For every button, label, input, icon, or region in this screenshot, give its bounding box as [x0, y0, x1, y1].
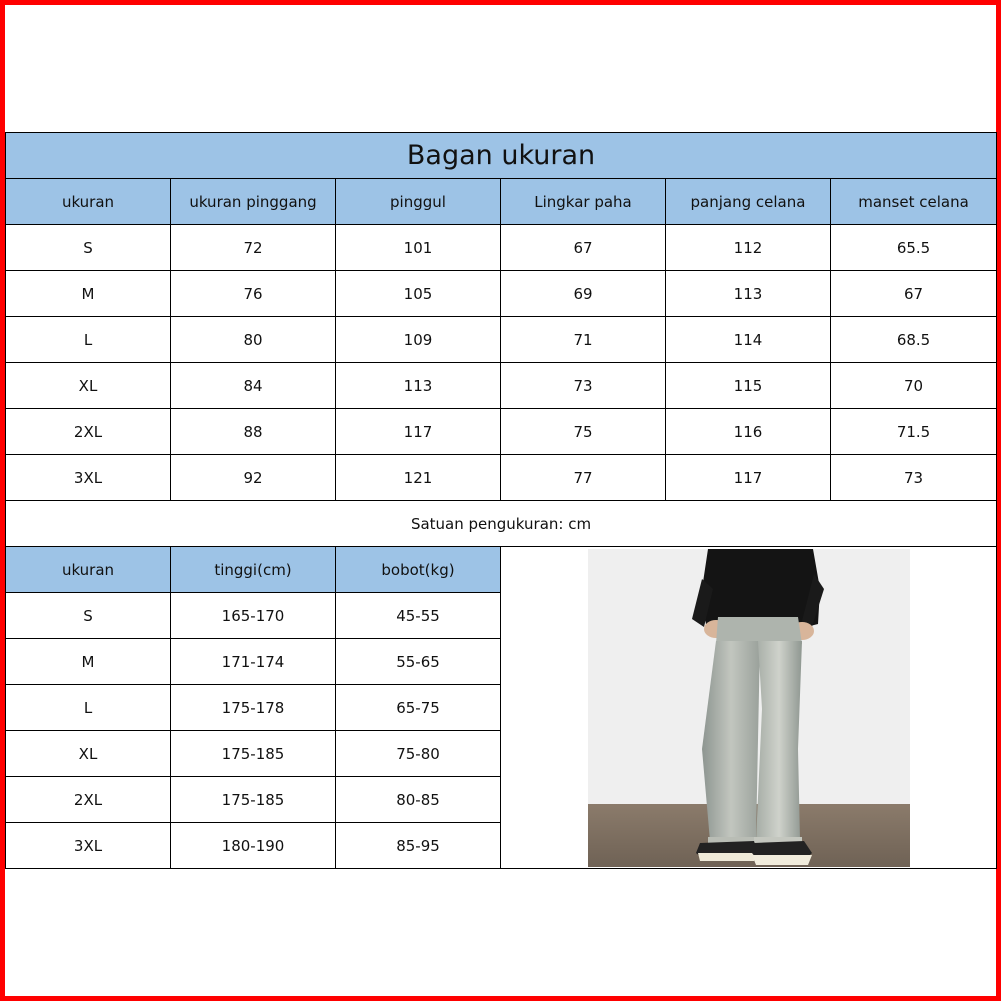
size-row [6, 455, 997, 501]
fit-cell: 85-95 [336, 823, 501, 869]
product-photo [588, 549, 910, 867]
fit-cell: 165-170 [171, 593, 336, 639]
size-cell: 92 [171, 455, 336, 501]
size-cell: 3XL [6, 455, 171, 501]
size-cell: 115 [666, 363, 831, 409]
header-ukuran-pinggang: ukuran pinggang [171, 179, 336, 225]
size-cell: 65.5 [831, 225, 997, 271]
size-cell: 71.5 [831, 409, 997, 455]
size-cell: 113 [666, 271, 831, 317]
size-cell: 73 [501, 363, 666, 409]
size-cell: 101 [336, 225, 501, 271]
size-cell: 67 [831, 271, 997, 317]
header-manset-celana: manset celana [831, 179, 997, 225]
fit-cell: 3XL [6, 823, 171, 869]
header-bobot: bobot(kg) [336, 547, 501, 593]
size-cell: 117 [666, 455, 831, 501]
size-cell: 88 [171, 409, 336, 455]
size-cell: 68.5 [831, 317, 997, 363]
size-cell: 109 [336, 317, 501, 363]
size-cell: 112 [666, 225, 831, 271]
product-photo-cell [501, 547, 997, 869]
size-cell: 71 [501, 317, 666, 363]
size-cell: XL [6, 363, 171, 409]
size-cell: 76 [171, 271, 336, 317]
size-cell: 77 [501, 455, 666, 501]
size-cell: 72 [171, 225, 336, 271]
fit-cell: 171-174 [171, 639, 336, 685]
size-row [6, 409, 997, 455]
chart-title: Bagan ukuran [6, 133, 997, 179]
size-cell: 67 [501, 225, 666, 271]
size-cell: 70 [831, 363, 997, 409]
size-cell: 2XL [6, 409, 171, 455]
fit-cell: 175-185 [171, 731, 336, 777]
fit-cell: 65-75 [336, 685, 501, 731]
size-cell: 113 [336, 363, 501, 409]
size-row [6, 225, 997, 271]
size-cell: 114 [666, 317, 831, 363]
fit-cell: L [6, 685, 171, 731]
fit-cell: M [6, 639, 171, 685]
size-cell: M [6, 271, 171, 317]
size-cell: 73 [831, 455, 997, 501]
fit-cell: 2XL [6, 777, 171, 823]
header-lingkar-paha: Lingkar paha [501, 179, 666, 225]
header-tinggi: tinggi(cm) [171, 547, 336, 593]
header-ukuran: ukuran [6, 179, 171, 225]
fit-cell: 80-85 [336, 777, 501, 823]
fit-table-header [6, 547, 997, 593]
fit-cell: S [6, 593, 171, 639]
size-cell: 121 [336, 455, 501, 501]
fit-cell: 180-190 [171, 823, 336, 869]
size-row [6, 317, 997, 363]
header-pinggul: pinggul [336, 179, 501, 225]
size-cell: 84 [171, 363, 336, 409]
size-cell: 69 [501, 271, 666, 317]
size-cell: 75 [501, 409, 666, 455]
size-cell: L [6, 317, 171, 363]
size-cell: S [6, 225, 171, 271]
size-cell: 116 [666, 409, 831, 455]
fit-cell: 175-185 [171, 777, 336, 823]
size-table-header [6, 179, 997, 225]
fit-cell: 55-65 [336, 639, 501, 685]
size-row [6, 271, 997, 317]
unit-note: Satuan pengukuran: cm [6, 501, 997, 547]
size-cell: 117 [336, 409, 501, 455]
fit-cell: 45-55 [336, 593, 501, 639]
fit-cell: 75-80 [336, 731, 501, 777]
fit-cell: 175-178 [171, 685, 336, 731]
header-panjang-celana: panjang celana [666, 179, 831, 225]
size-cell: 80 [171, 317, 336, 363]
size-cell: 105 [336, 271, 501, 317]
size-row [6, 363, 997, 409]
header-fit-ukuran: ukuran [6, 547, 171, 593]
jeans-model-illustration [588, 549, 910, 867]
fit-cell: XL [6, 731, 171, 777]
size-chart [5, 132, 997, 869]
